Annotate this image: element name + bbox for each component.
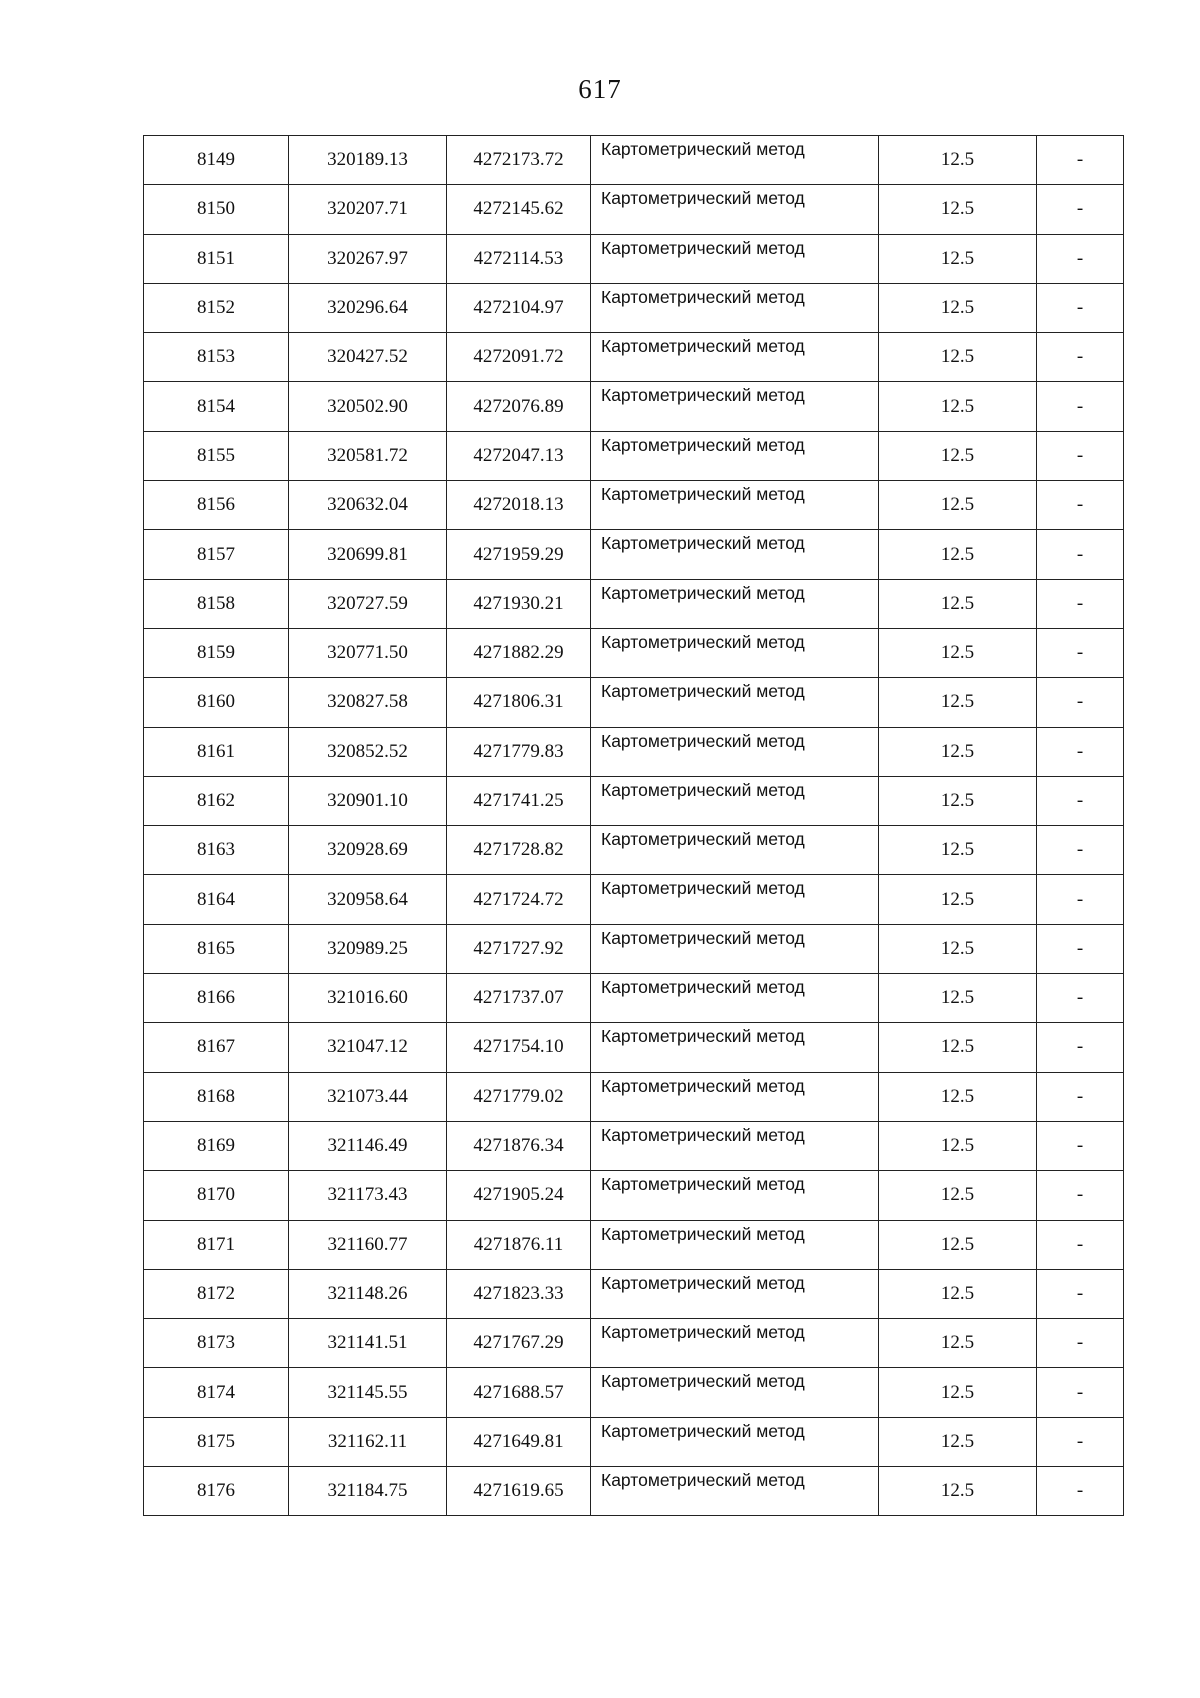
note-cell: - — [1037, 283, 1124, 332]
method-cell: Картометрический метод — [591, 579, 879, 628]
point-number-cell: 8162 — [144, 776, 289, 825]
method-cell: Картометрический метод — [591, 1368, 879, 1417]
x-coordinate-cell: 320207.71 — [289, 185, 447, 234]
accuracy-cell: 12.5 — [879, 678, 1037, 727]
x-coordinate-cell: 320727.59 — [289, 579, 447, 628]
x-coordinate-cell: 321047.12 — [289, 1023, 447, 1072]
note-cell: - — [1037, 1269, 1124, 1318]
accuracy-cell: 12.5 — [879, 431, 1037, 480]
accuracy-cell: 12.5 — [879, 826, 1037, 875]
accuracy-cell: 12.5 — [879, 481, 1037, 530]
table-row — [144, 974, 1124, 1023]
method-cell: Картометрический метод — [591, 234, 879, 283]
table-row — [144, 431, 1124, 480]
y-coordinate-cell: 4271806.31 — [447, 678, 591, 727]
table-row — [144, 1368, 1124, 1417]
method-cell: Картометрический метод — [591, 431, 879, 480]
accuracy-cell: 12.5 — [879, 1220, 1037, 1269]
table-row — [144, 1319, 1124, 1368]
note-cell: - — [1037, 333, 1124, 382]
point-number-cell: 8149 — [144, 136, 289, 185]
y-coordinate-cell: 4272076.89 — [447, 382, 591, 431]
accuracy-cell: 12.5 — [879, 1417, 1037, 1466]
note-cell: - — [1037, 628, 1124, 677]
y-coordinate-cell: 4271882.29 — [447, 628, 591, 677]
method-cell: Картометрический метод — [591, 875, 879, 924]
point-number-cell: 8172 — [144, 1269, 289, 1318]
table-row — [144, 826, 1124, 875]
point-number-cell: 8150 — [144, 185, 289, 234]
method-cell: Картометрический метод — [591, 1220, 879, 1269]
accuracy-cell: 12.5 — [879, 1121, 1037, 1170]
x-coordinate-cell: 320632.04 — [289, 481, 447, 530]
table-row — [144, 1220, 1124, 1269]
method-cell: Картометрический метод — [591, 1023, 879, 1072]
method-cell: Картометрический метод — [591, 1417, 879, 1466]
table-row — [144, 234, 1124, 283]
note-cell: - — [1037, 234, 1124, 283]
method-cell: Картометрический метод — [591, 136, 879, 185]
table-row — [144, 1467, 1124, 1516]
table-row — [144, 1121, 1124, 1170]
x-coordinate-cell: 321148.26 — [289, 1269, 447, 1318]
method-cell: Картометрический метод — [591, 826, 879, 875]
accuracy-cell: 12.5 — [879, 1023, 1037, 1072]
method-cell: Картометрический метод — [591, 678, 879, 727]
x-coordinate-cell: 320189.13 — [289, 136, 447, 185]
point-number-cell: 8161 — [144, 727, 289, 776]
point-number-cell: 8173 — [144, 1319, 289, 1368]
point-number-cell: 8176 — [144, 1467, 289, 1516]
accuracy-cell: 12.5 — [879, 776, 1037, 825]
table-row — [144, 579, 1124, 628]
x-coordinate-cell: 321141.51 — [289, 1319, 447, 1368]
note-cell: - — [1037, 1368, 1124, 1417]
table-row — [144, 875, 1124, 924]
table-row — [144, 628, 1124, 677]
x-coordinate-cell: 321160.77 — [289, 1220, 447, 1269]
coordinates-table — [143, 135, 1124, 1516]
note-cell: - — [1037, 776, 1124, 825]
point-number-cell: 8170 — [144, 1171, 289, 1220]
table-row — [144, 727, 1124, 776]
point-number-cell: 8157 — [144, 530, 289, 579]
method-cell: Картометрический метод — [591, 333, 879, 382]
y-coordinate-cell: 4271728.82 — [447, 826, 591, 875]
accuracy-cell: 12.5 — [879, 234, 1037, 283]
x-coordinate-cell: 320901.10 — [289, 776, 447, 825]
x-coordinate-cell: 320958.64 — [289, 875, 447, 924]
note-cell: - — [1037, 382, 1124, 431]
note-cell: - — [1037, 1072, 1124, 1121]
point-number-cell: 8160 — [144, 678, 289, 727]
note-cell: - — [1037, 431, 1124, 480]
method-cell: Картометрический метод — [591, 1319, 879, 1368]
accuracy-cell: 12.5 — [879, 1269, 1037, 1318]
y-coordinate-cell: 4271905.24 — [447, 1171, 591, 1220]
accuracy-cell: 12.5 — [879, 283, 1037, 332]
method-cell: Картометрический метод — [591, 283, 879, 332]
y-coordinate-cell: 4271688.57 — [447, 1368, 591, 1417]
x-coordinate-cell: 321073.44 — [289, 1072, 447, 1121]
table-row — [144, 1171, 1124, 1220]
method-cell: Картометрический метод — [591, 974, 879, 1023]
table-row — [144, 776, 1124, 825]
method-cell: Картометрический метод — [591, 185, 879, 234]
x-coordinate-cell: 320771.50 — [289, 628, 447, 677]
y-coordinate-cell: 4271649.81 — [447, 1417, 591, 1466]
table-row — [144, 185, 1124, 234]
note-cell: - — [1037, 1319, 1124, 1368]
point-number-cell: 8169 — [144, 1121, 289, 1170]
point-number-cell: 8166 — [144, 974, 289, 1023]
method-cell: Картометрический метод — [591, 481, 879, 530]
x-coordinate-cell: 320267.97 — [289, 234, 447, 283]
point-number-cell: 8159 — [144, 628, 289, 677]
table-row — [144, 136, 1124, 185]
x-coordinate-cell: 320581.72 — [289, 431, 447, 480]
y-coordinate-cell: 4272104.97 — [447, 283, 591, 332]
note-cell: - — [1037, 826, 1124, 875]
y-coordinate-cell: 4271727.92 — [447, 924, 591, 973]
point-number-cell: 8154 — [144, 382, 289, 431]
x-coordinate-cell: 320296.64 — [289, 283, 447, 332]
point-number-cell: 8168 — [144, 1072, 289, 1121]
method-cell: Картометрический метод — [591, 924, 879, 973]
note-cell: - — [1037, 1171, 1124, 1220]
x-coordinate-cell: 321146.49 — [289, 1121, 447, 1170]
x-coordinate-cell: 321173.43 — [289, 1171, 447, 1220]
table-row — [144, 924, 1124, 973]
point-number-cell: 8163 — [144, 826, 289, 875]
y-coordinate-cell: 4271930.21 — [447, 579, 591, 628]
note-cell: - — [1037, 1220, 1124, 1269]
point-number-cell: 8171 — [144, 1220, 289, 1269]
table-row — [144, 1023, 1124, 1072]
x-coordinate-cell: 321145.55 — [289, 1368, 447, 1417]
y-coordinate-cell: 4271724.72 — [447, 875, 591, 924]
table-row — [144, 530, 1124, 579]
x-coordinate-cell: 321184.75 — [289, 1467, 447, 1516]
note-cell: - — [1037, 1467, 1124, 1516]
y-coordinate-cell: 4271767.29 — [447, 1319, 591, 1368]
note-cell: - — [1037, 1121, 1124, 1170]
method-cell: Картометрический метод — [591, 1072, 879, 1121]
point-number-cell: 8165 — [144, 924, 289, 973]
x-coordinate-cell: 320427.52 — [289, 333, 447, 382]
accuracy-cell: 12.5 — [879, 974, 1037, 1023]
y-coordinate-cell: 4271754.10 — [447, 1023, 591, 1072]
point-number-cell: 8156 — [144, 481, 289, 530]
accuracy-cell: 12.5 — [879, 628, 1037, 677]
y-coordinate-cell: 4271779.02 — [447, 1072, 591, 1121]
y-coordinate-cell: 4271876.11 — [447, 1220, 591, 1269]
y-coordinate-cell: 4271737.07 — [447, 974, 591, 1023]
note-cell: - — [1037, 481, 1124, 530]
page-number: 617 — [578, 74, 622, 104]
point-number-cell: 8155 — [144, 431, 289, 480]
y-coordinate-cell: 4271779.83 — [447, 727, 591, 776]
y-coordinate-cell: 4272018.13 — [447, 481, 591, 530]
note-cell: - — [1037, 974, 1124, 1023]
point-number-cell: 8153 — [144, 333, 289, 382]
method-cell: Картометрический метод — [591, 776, 879, 825]
note-cell: - — [1037, 1023, 1124, 1072]
point-number-cell: 8151 — [144, 234, 289, 283]
y-coordinate-cell: 4272047.13 — [447, 431, 591, 480]
x-coordinate-cell: 320827.58 — [289, 678, 447, 727]
accuracy-cell: 12.5 — [879, 1319, 1037, 1368]
y-coordinate-cell: 4271959.29 — [447, 530, 591, 579]
table-row — [144, 481, 1124, 530]
table-row — [144, 1072, 1124, 1121]
point-number-cell: 8167 — [144, 1023, 289, 1072]
note-cell: - — [1037, 678, 1124, 727]
accuracy-cell: 12.5 — [879, 1368, 1037, 1417]
y-coordinate-cell: 4272145.62 — [447, 185, 591, 234]
accuracy-cell: 12.5 — [879, 1467, 1037, 1516]
method-cell: Картометрический метод — [591, 628, 879, 677]
point-number-cell: 8158 — [144, 579, 289, 628]
coordinates-table-body — [144, 136, 1124, 1516]
method-cell: Картометрический метод — [591, 530, 879, 579]
table-row — [144, 283, 1124, 332]
accuracy-cell: 12.5 — [879, 924, 1037, 973]
note-cell: - — [1037, 727, 1124, 776]
y-coordinate-cell: 4271741.25 — [447, 776, 591, 825]
x-coordinate-cell: 321016.60 — [289, 974, 447, 1023]
point-number-cell: 8164 — [144, 875, 289, 924]
table-row — [144, 1417, 1124, 1466]
x-coordinate-cell: 320852.52 — [289, 727, 447, 776]
accuracy-cell: 12.5 — [879, 136, 1037, 185]
method-cell: Картометрический метод — [591, 1269, 879, 1318]
accuracy-cell: 12.5 — [879, 875, 1037, 924]
table-row — [144, 678, 1124, 727]
method-cell: Картометрический метод — [591, 1121, 879, 1170]
method-cell: Картометрический метод — [591, 727, 879, 776]
accuracy-cell: 12.5 — [879, 579, 1037, 628]
point-number-cell: 8152 — [144, 283, 289, 332]
point-number-cell: 8174 — [144, 1368, 289, 1417]
x-coordinate-cell: 321162.11 — [289, 1417, 447, 1466]
note-cell: - — [1037, 1417, 1124, 1466]
method-cell: Картометрический метод — [591, 1171, 879, 1220]
accuracy-cell: 12.5 — [879, 727, 1037, 776]
accuracy-cell: 12.5 — [879, 382, 1037, 431]
accuracy-cell: 12.5 — [879, 185, 1037, 234]
note-cell: - — [1037, 875, 1124, 924]
y-coordinate-cell: 4272114.53 — [447, 234, 591, 283]
note-cell: - — [1037, 530, 1124, 579]
y-coordinate-cell: 4271619.65 — [447, 1467, 591, 1516]
accuracy-cell: 12.5 — [879, 1072, 1037, 1121]
method-cell: Картометрический метод — [591, 1467, 879, 1516]
table-row — [144, 1269, 1124, 1318]
y-coordinate-cell: 4272091.72 — [447, 333, 591, 382]
method-cell: Картометрический метод — [591, 382, 879, 431]
y-coordinate-cell: 4271823.33 — [447, 1269, 591, 1318]
note-cell: - — [1037, 136, 1124, 185]
table-row — [144, 382, 1124, 431]
y-coordinate-cell: 4271876.34 — [447, 1121, 591, 1170]
accuracy-cell: 12.5 — [879, 530, 1037, 579]
y-coordinate-cell: 4272173.72 — [447, 136, 591, 185]
note-cell: - — [1037, 924, 1124, 973]
point-number-cell: 8175 — [144, 1417, 289, 1466]
note-cell: - — [1037, 185, 1124, 234]
table-row — [144, 333, 1124, 382]
accuracy-cell: 12.5 — [879, 333, 1037, 382]
accuracy-cell: 12.5 — [879, 1171, 1037, 1220]
note-cell: - — [1037, 579, 1124, 628]
x-coordinate-cell: 320502.90 — [289, 382, 447, 431]
x-coordinate-cell: 320928.69 — [289, 826, 447, 875]
x-coordinate-cell: 320699.81 — [289, 530, 447, 579]
x-coordinate-cell: 320989.25 — [289, 924, 447, 973]
